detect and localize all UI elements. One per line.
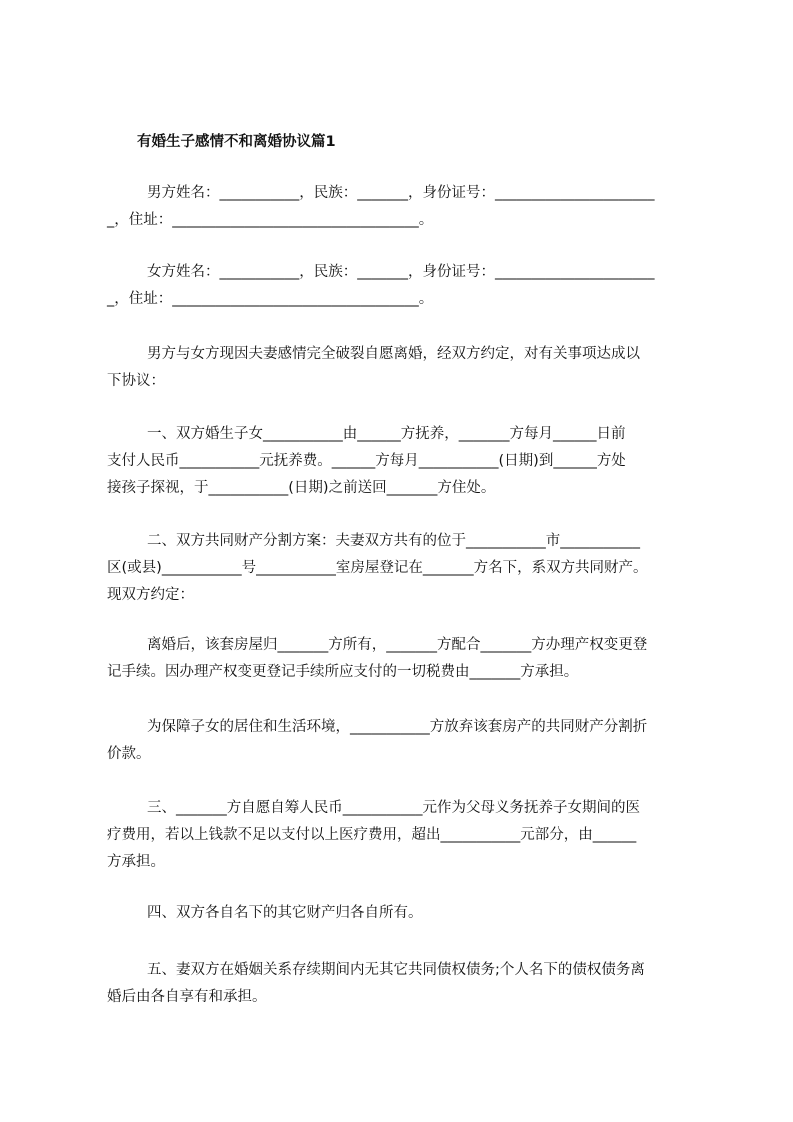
paragraph-line: 记手续。因办理产权变更登记手续所应支付的一切税费由_______方承担。 <box>107 664 579 680</box>
paragraph-line: 男方姓名：___________，民族：_______，身份证号：______________________ <box>147 185 655 201</box>
paragraph-line: 婚后由各自享有和承担。 <box>107 989 267 1005</box>
paragraph-line: 二、双方共同财产分割方案：夫妻双方共有的位于___________市___________ <box>147 533 640 549</box>
paragraph-male-info <box>107 180 699 234</box>
document-title: 有婚生子感情不和离婚协议篇1 <box>137 134 336 150</box>
paragraph-line: 为保障子女的居住和生活环境，___________方放弃该套房产的共同财产分割折 <box>147 719 648 735</box>
paragraph-line: 价款。 <box>107 746 151 762</box>
paragraph-line: 男方与女方现因夫妻感情完全破裂自愿离婚，经双方约定，对有关事项达成以 <box>147 346 640 362</box>
paragraph-female-info <box>107 259 699 313</box>
paragraph-line: 五、妻双方在婚姻关系存续期间内无其它共同债权债务;个人名下的债权债务离 <box>147 962 645 978</box>
paragraph-line: 支付人民币___________元抚养费。______方每月___________(日期)到______方处 <box>107 453 626 469</box>
paragraph-clause-1 <box>107 421 699 502</box>
paragraph-line: 接孩子探视，于___________(日期)之前送回_______方住处。 <box>107 480 496 496</box>
paragraph-clause-4 <box>107 900 699 927</box>
paragraph-line: 离婚后，该套房屋归_______方所有，_______方配合_______方办理产权变更登 <box>147 637 648 653</box>
paragraph-line: 区(或县)___________号___________室房屋登记在_______方名下，系双方共同财产。 <box>107 560 648 576</box>
paragraph-clause-3 <box>107 795 699 876</box>
paragraph-line: 下协议： <box>107 373 165 389</box>
paragraph-line: 疗费用，若以上钱款不足以支付以上医疗费用，超出___________元部分，由______ <box>107 827 637 843</box>
paragraph-clause-5 <box>107 957 699 1011</box>
paragraph-line: 一、双方婚生子女___________由______方抚养，_______方每月______日前 <box>147 426 626 442</box>
paragraph-line: _，住址：__________________________________。 <box>107 291 434 307</box>
paragraph-line: 现双方约定： <box>107 587 194 603</box>
paragraph-line: _，住址：__________________________________。 <box>107 212 434 228</box>
paragraph-preamble <box>107 341 699 395</box>
paragraph-clause-2 <box>107 528 699 609</box>
paragraph-property-waiver <box>107 714 699 768</box>
paragraph-line: 女方姓名：___________，民族：_______，身份证号：______________________ <box>147 264 655 280</box>
paragraph-line: 方承担。 <box>107 854 165 870</box>
paragraph-line: 四、双方各自名下的其它财产归各自所有。 <box>147 905 423 921</box>
paragraph-property-transfer <box>107 632 699 686</box>
paragraph-line: 三、_______方自愿自筹人民币___________元作为父母义务抚养子女期间的医 <box>147 800 640 816</box>
